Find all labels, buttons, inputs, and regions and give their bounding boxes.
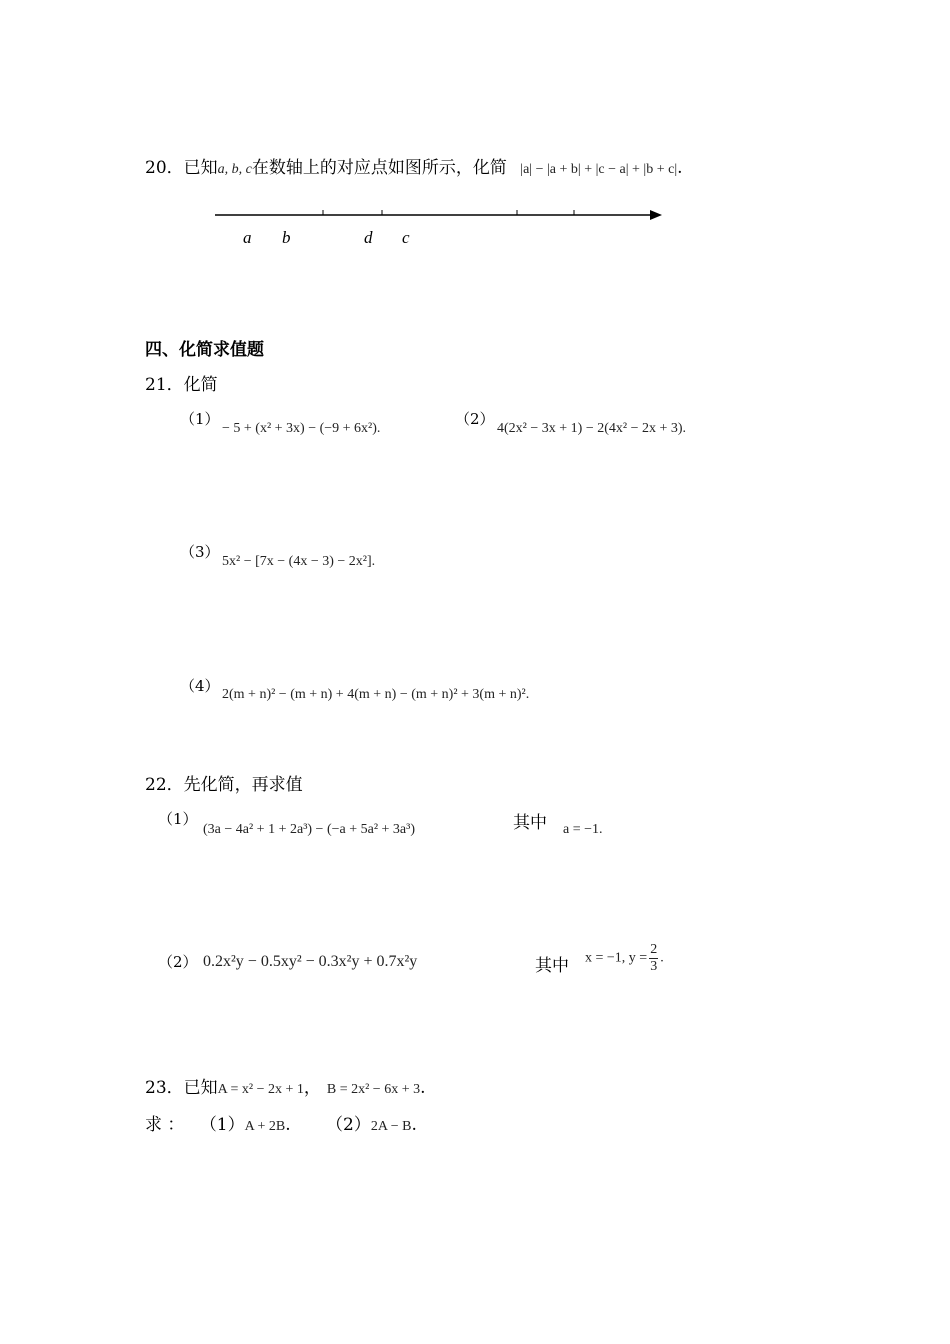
section-title: 四、化简求值题: [145, 340, 264, 360]
q22-item2-where: 其中: [535, 956, 569, 976]
q23-part2-label: （2）: [326, 1115, 371, 1135]
q23-number: 23．: [145, 1078, 184, 1098]
number-line: [210, 204, 670, 228]
q21-item2: [497, 421, 686, 437]
q20-end: .: [677, 158, 683, 178]
q21-item2-label: （2）: [455, 410, 495, 428]
q23-ask-line: [145, 1110, 417, 1135]
q23-part2-expression: 2A − B: [370, 1119, 412, 1134]
q21-item3-end: .: [371, 554, 376, 569]
q22-item2-fraction: [649, 942, 658, 975]
q23-expression-a: A = x² − 2x + 1: [217, 1082, 304, 1097]
q22-item1-label: （1）: [158, 810, 198, 828]
q20-stem: [145, 153, 683, 178]
fraction-numerator: 2: [650, 942, 658, 957]
q21-stem: [145, 370, 218, 395]
q22-item1-end: .: [599, 822, 603, 837]
q23-separator: ，: [303, 1078, 321, 1098]
q22-item2-cond: x = −1, y =: [585, 950, 648, 966]
q22-item2-condition: [585, 942, 664, 975]
q23-part1-end: .: [285, 1115, 291, 1135]
axis-label-b: b: [282, 228, 291, 247]
q23-ask: 求 ：: [145, 1115, 185, 1135]
q21-item4-expression: 2(m + n)² − (m + n) + 4(m + n) − (m + n)² + 3(m + n)²: [222, 687, 526, 702]
q21-title: 化简: [183, 375, 218, 395]
q22-stem: [145, 770, 303, 795]
q21-item1-expression: − 5 + (x² + 3x) − (−9 + 6x²): [222, 421, 377, 436]
q23-part1-label: （1）: [199, 1115, 245, 1135]
q22-item2-expression: 0.2x²y − 0.5xy² − 0.3x²y + 0.7x²y: [203, 953, 418, 970]
q20-number: 20．: [145, 158, 184, 178]
q21-item2-expression: 4(2x² − 3x + 1) − 2(4x² − 2x + 3): [497, 421, 683, 436]
q20-text-a: 已知: [183, 158, 218, 178]
q23-stem: [145, 1073, 426, 1098]
q23-part2-end: .: [411, 1115, 417, 1135]
number-line-arrow: [650, 210, 662, 220]
q21-item2-end: .: [682, 421, 687, 436]
q21-item3-label: （3）: [180, 543, 220, 561]
q21-item1: [222, 421, 380, 437]
q23-end: .: [420, 1078, 426, 1098]
q22-item1-expression: (3a − 4a² + 1 + 2a³) − (−a + 5a² + 3a³): [203, 822, 415, 837]
axis-label-a: a: [243, 228, 252, 247]
q23-text-a: 已知: [183, 1078, 218, 1098]
q21-item1-end: .: [376, 421, 381, 436]
q21-item1-label: （1）: [180, 410, 220, 428]
q22-title: 先化简，再求值: [183, 775, 303, 795]
q21-item4-end: .: [525, 687, 530, 702]
q21-item4: [222, 687, 529, 703]
q21-item3-expression: 5x² − [7x − (4x − 3) − 2x²]: [222, 554, 372, 569]
q22-item2-label: （2）: [158, 953, 198, 971]
q22-item2-end: .: [660, 950, 664, 966]
q23-part1-expression: A + 2B: [244, 1119, 286, 1134]
q21-number: 21．: [145, 375, 184, 395]
q22-item1-condition: [563, 822, 603, 838]
q21-item3: [222, 554, 375, 570]
fraction-denominator: 3: [650, 959, 658, 974]
q20-vars: a, b, c: [217, 162, 252, 177]
q20-text-b: 在数轴上的对应点如图所示，化简: [251, 158, 507, 178]
axis-label-d: d: [364, 228, 373, 247]
axis-label-c: c: [402, 228, 410, 247]
q20-expression: |a| − |a + b| + |c − a| + |b + c|: [520, 162, 678, 177]
q21-item4-label: （4）: [180, 677, 220, 695]
q22-number: 22．: [145, 775, 184, 795]
q22-item1-where: 其中: [513, 813, 547, 833]
q22-item1-cond: a = −1: [563, 822, 600, 837]
q23-expression-b: B = 2x² − 6x + 3: [326, 1082, 421, 1097]
